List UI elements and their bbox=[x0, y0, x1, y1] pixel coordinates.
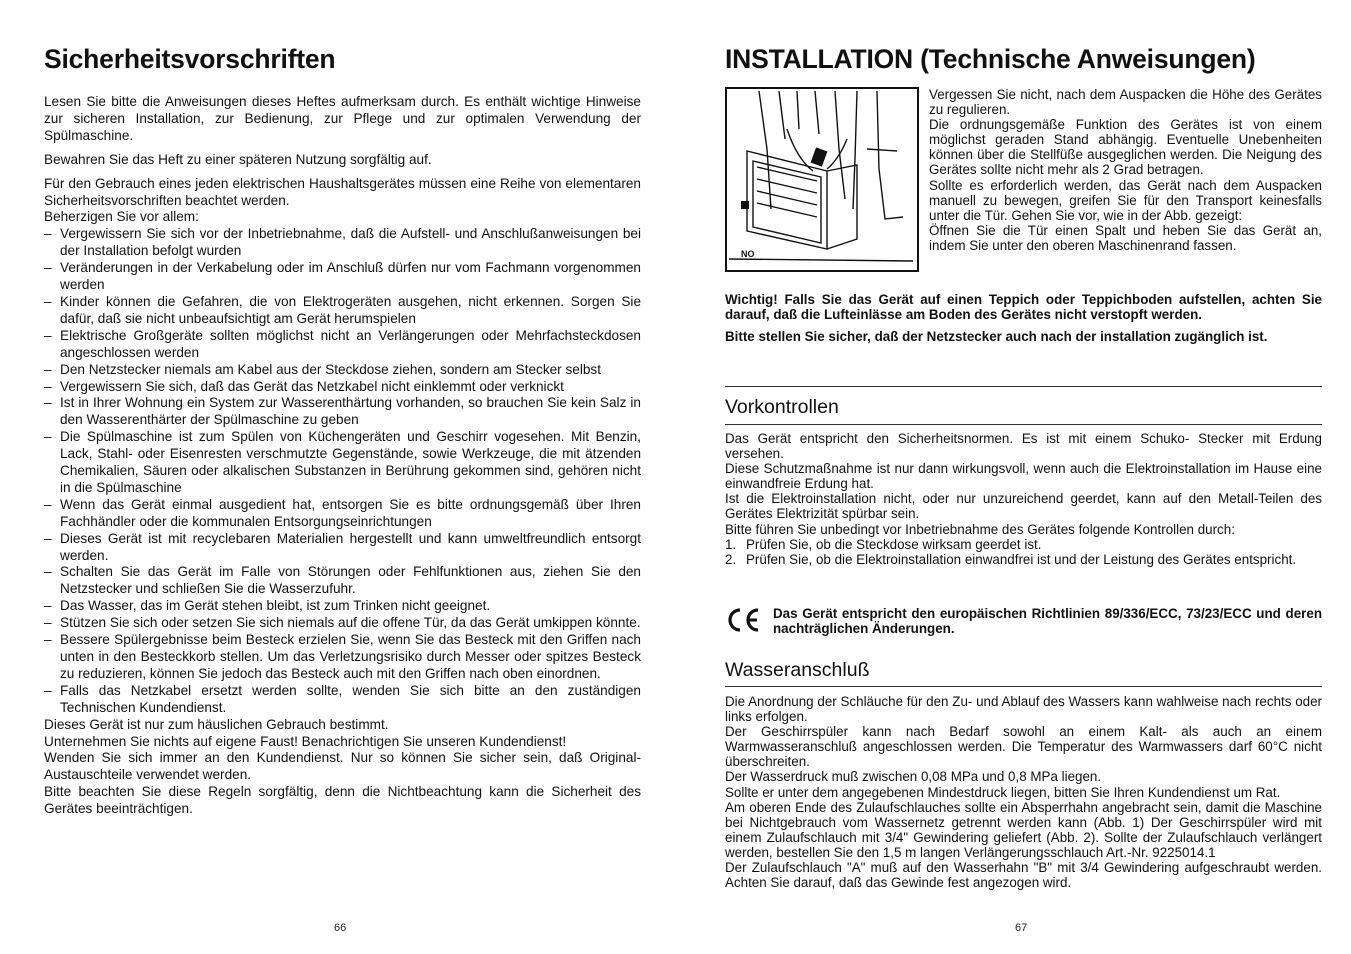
list-item: – Veränderungen in der Verkabelung oder im Anschluß dürfen nur vom Fachmann vorgenommen werden bbox=[44, 260, 641, 294]
paragraph: Der Wasserdruck muß zwischen 0,08 MPa und 0,8 MPa liegen. bbox=[725, 769, 1102, 785]
closing-paragraph: Unternehmen Sie nichts auf eigene Faust! Benachrichtigen Sie unseren Kundendienst! bbox=[44, 733, 567, 749]
closing-paragraph: Dieses Gerät ist nur zum häuslichen Gebrauch bestimmt. bbox=[44, 716, 389, 732]
check-item: 2. Prüfen Sie, ob die Elektroinstallation einwandfrei ist und der Leistung des Gerätes entspricht. bbox=[725, 551, 1297, 567]
intro-paragraph: Lesen Sie bitte die Anweisungen dieses Heftes aufmerksam durch. Es enthält wichtige Hinweise zur sicheren Installation, zur Bedienung, zur Pflege und zur optimalen Verwendung der Spülmaschine. bbox=[44, 94, 641, 143]
page-title: INSTALLATION (Technische Anweisungen) bbox=[725, 44, 1256, 74]
list-item: – Stützen Sie sich oder setzen Sie sich niemals auf die offene Tür, da das Gerät umkippen könnte. bbox=[44, 615, 641, 632]
wasseranschluss-text bbox=[725, 694, 1322, 890]
list-item: – Elektrische Großgeräte sollten möglichst nicht an Verlängerungen oder Mehrfachsteckdosen angeschlossen werden bbox=[44, 328, 641, 362]
closing-paragraph: Bitte beachten Sie diese Regeln sorgfältig, denn die Nichtbeachtung kann die Sicherheit des Gerätes beeinträchtigen. bbox=[44, 784, 641, 817]
ce-text: Das Gerät entspricht den europäischen Richtlinien 89/336/ECC, 73/23/ECC und deren nachträglichen Änderungen. bbox=[773, 606, 1322, 637]
paragraph: Der Zulaufschlauch "A" muß auf den Wasserhahn "B" mit 3/4 Gewindering aufgeschraubt werden. Achten Sie darauf, daß das Gewinde fest angezogen wird. bbox=[725, 860, 1322, 891]
keep-paragraph: Bewahren Sie das Heft zu einer späteren Nutzung sorgfältig auf. bbox=[44, 151, 432, 167]
list-item: – Den Netzstecker niemals am Kabel aus der Steckdose ziehen, sondern am Stecker selbst bbox=[44, 362, 641, 379]
list-item: – Schalten Sie das Gerät im Falle von Störungen oder Fehlfunktionen aus, ziehen Sie den Netzstecker und schließen Sie die Wasserzufuhr. bbox=[44, 564, 641, 598]
intro-paragraph: Vergessen Sie nicht, nach dem Auspacken die Höhe des Gerätes zu regulieren. bbox=[929, 87, 1322, 118]
intro-paragraph: Die ordnungsgemäße Funktion des Gerätes ist von einem möglichst geraden Stand abhängig. Eventuelle Unebenheiten können über die Stellfüße ausgeglichen werden. Die Neigung des Gerätes sollte nicht mehr als 2 Grad betragen. bbox=[929, 117, 1322, 178]
important-notes bbox=[725, 292, 1322, 345]
lead-text: Beherzigen Sie vor allem: bbox=[44, 209, 199, 225]
install-intro bbox=[929, 87, 1322, 253]
paragraph: Das Gerät entspricht den Sicherheitsnormen. Es ist mit einem Schuko- Stecker mit Erdung versehen. bbox=[725, 431, 1322, 462]
carpet-warning: Wichtig! Falls Sie das Gerät auf einen Teppich oder Teppichboden aufstellen, achten Sie darauf, daß die Lufteinlässe am Boden des Gerätes nicht verstopft werden. bbox=[725, 292, 1322, 323]
list-item: – Die Spülmaschine ist zum Spülen von Küchengeräten und Geschirr vogesehen. Mit Benzin, Lack, Stahl- oder Eisenresten verschmutzte Gegenstände, sowie Werkzeuge, die mit ätzenden Chemikalien, Säuren oder alkalischen Substanzen in Berührung gekommen sind, gehören nicht in die Spülmaschine bbox=[44, 429, 641, 497]
section-divider bbox=[725, 386, 1322, 387]
safety-text bbox=[44, 94, 641, 818]
paragraph: Bitte führen Sie unbedingt vor Inbetriebnahme des Gerätes folgende Kontrollen durch: bbox=[725, 521, 1235, 537]
section-heading-wasseranschluss: Wasseranschluß bbox=[725, 659, 870, 681]
figure-label: NO bbox=[741, 249, 755, 259]
list-item: – Falls das Netzkabel ersetzt werden sollte, wenden Sie sich bitte an den zuständigen Technischen Kundendienst. bbox=[44, 683, 641, 717]
paragraph: Ist die Elektroinstallation nicht, oder nur unzureichend geerdet, kann auf den Metall-Teilen des Gerätes Elektrizität spürbar sein. bbox=[725, 491, 1322, 522]
list-item: – Vergewissern Sie sich, daß das Gerät das Netzkabel nicht einklemmt oder verknickt bbox=[44, 379, 641, 396]
check-item: 1. Prüfen Sie, ob die Steckdose wirksam geerdet ist. bbox=[725, 536, 1042, 552]
paragraph: Diese Schutzmaßnahme ist nur dann wirkungsvoll, wenn auch die Elektroinstallation im Hause eine einwandfreie Erdung hat. bbox=[725, 461, 1322, 492]
intro-paragraph: Sollte es erforderlich werden, das Gerät nach dem Auspacken manuell zu bewegen, greifen Sie für den Transport keinesfalls unter die Tür. Gehen Sie vor, wie in der Abb. gezeigt: bbox=[929, 177, 1322, 223]
section-divider bbox=[725, 686, 1322, 687]
list-item: – Das Wasser, das im Gerät stehen bleibt, ist zum Trinken nicht geeignet. bbox=[44, 598, 641, 615]
page-number: 67 bbox=[1015, 922, 1028, 934]
list-item: – Ist in Ihrer Wohnung ein System zur Wasserenthärtung vorhanden, so brauchen Sie kein Salz in den Wasserenthärter der Spülmaschine zu geben bbox=[44, 395, 641, 429]
section-divider bbox=[725, 424, 1322, 425]
paragraph: Der Geschirrspüler kann nach Bedarf sowohl an einem Kalt- als auch an einem Warmwasseranschluß angeschlossen werden. Die Temperatur des Warmwassers darf 60°C nicht überschreiten. bbox=[725, 724, 1322, 770]
list-item: – Dieses Gerät ist mit recyclebaren Materialien hergestellt und kann umweltfreundlich entsorgt werden. bbox=[44, 531, 641, 565]
general-paragraph: Für den Gebrauch eines jeden elektrischen Haushaltsgerätes müssen eine Reihe von elementaren Sicherheitsvorschriften beachtet werden. bbox=[44, 175, 641, 208]
ce-mark-icon bbox=[725, 607, 761, 633]
dishwasher-lifting-figure bbox=[725, 87, 919, 272]
paragraph: Sollte er unter dem angegebenen Mindestdruck liegen, bitten Sie Ihren Kundendienst um Rat. bbox=[725, 784, 1281, 800]
closing-paragraph: Wenden Sie sich immer an den Kundendienst. Nur so können Sie sicher sein, daß Original-Austauschteile verwendet werden. bbox=[44, 750, 641, 783]
section-heading-vorkontrollen: Vorkontrollen bbox=[725, 396, 839, 418]
paragraph: Am oberen Ende des Zulaufschlauches sollte ein Absperrhahn angebracht sein, damit die Maschine bei Nichtgebrauch vom Wassernetz getrennt werden kann (Abb. 1) Der Geschirrspüler wird mit einem Zulaufschlauch mit 3/4" Gewindering geliefert (Abb. 2). Sollte der Zulaufschlauch verlängert werden, bestellen Sie den 1,5 m langen Verlängerungsschlauch Art.-Nr. 9225014.1 bbox=[725, 799, 1322, 860]
page-number: 66 bbox=[334, 922, 347, 934]
list-item: – Vergewissern Sie sich vor der Inbetriebnahme, daß die Aufstell- und Anschlußanweisungen bei der Installation befolgt wurden bbox=[44, 226, 641, 260]
intro-paragraph: Öffnen Sie die Tür einen Spalt und heben Sie das Gerät an, indem Sie unter den oberen Maschinenrand fassen. bbox=[929, 222, 1322, 253]
dishwasher-illustration bbox=[727, 89, 917, 270]
list-item: – Bessere Spülergebnisse beim Besteck erzielen Sie, wenn Sie das Besteck mit den Griffen nach unten in den Besteckkorb stellen. Um das Verletzungsrisiko durch Messer oder spitzes Besteck zu reduzieren, können Sie jedoch das Besteck auch mit den Griffen nach oben einordnen. bbox=[44, 632, 641, 683]
paragraph: Die Anordnung der Schläuche für den Zu- und Ablauf des Wassers kann wahlweise nach rechts oder links erfolgen. bbox=[725, 694, 1322, 725]
plug-warning: Bitte stellen Sie sicher, daß der Netzstecker auch nach der installation zugänglich ist. bbox=[725, 329, 1268, 345]
list-item: – Kinder können die Gefahren, die von Elektrogeräten ausgehen, nicht erkennen. Sorgen Sie dafür, daß sie nicht unbeaufsichtigt am Gerät herumspielen bbox=[44, 294, 641, 328]
vorkontrollen-text bbox=[725, 431, 1322, 567]
list-item: – Wenn das Gerät einmal ausgedient hat, entsorgen Sie es bitte ordnungsgemäß über Ihren Fachhändler oder die kommunalen Entsorgungseinrichtungen bbox=[44, 497, 641, 531]
page-title: Sicherheitsvorschriften bbox=[44, 44, 336, 74]
